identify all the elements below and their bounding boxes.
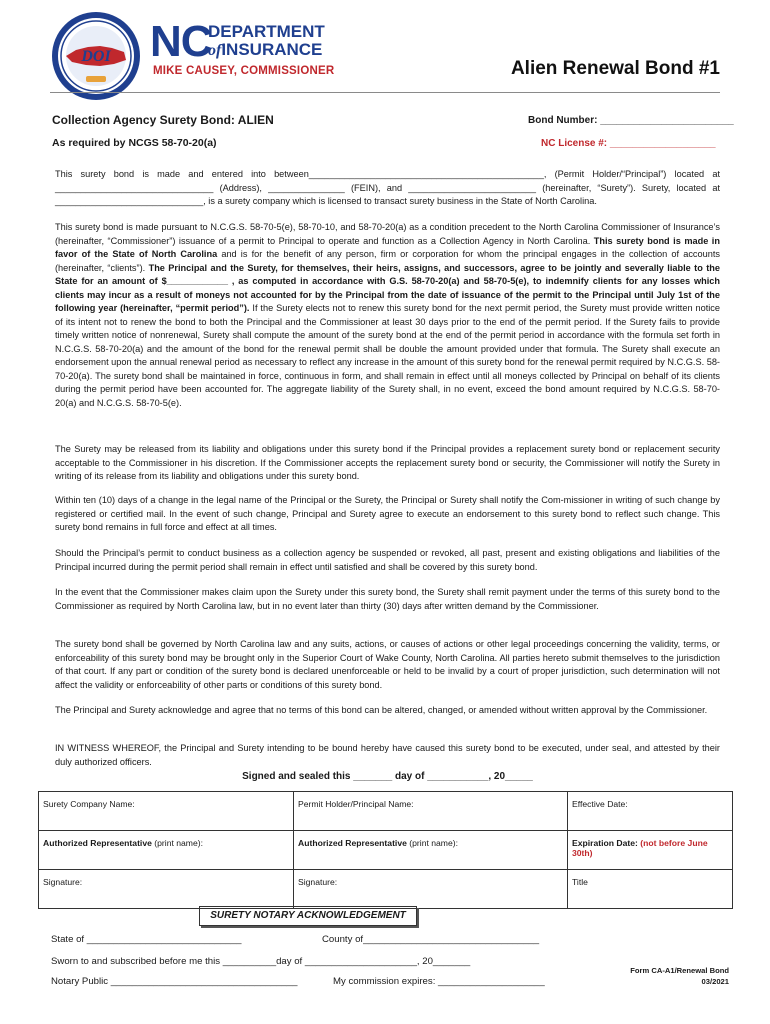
notary-county-field[interactable]: County of_________________________________: [322, 934, 540, 945]
seal-text: DOI: [81, 48, 111, 65]
notary-heading: SURETY NOTARY ACKNOWLEDGEMENT: [199, 906, 417, 926]
terms-liability: The Principal and the Surety, for themselves, their heirs, assigns, and successors, agree to be jointly and severally liable to the State for an amount of $____________ , as computed in accordance with G.S. 58-70-20(a) and 58-70-5(e), to indemnify clients for any losses which clients may incur as a result of moneys not accounted for by the Principal from the date of issuance of the permit to the Principal until July 1st of the following year (hereinafter, “permit period”).: [55, 262, 721, 313]
terms-intro: This surety bond is made pursuant to N.C.G.S. 58-70-5(e), 58-70-10, and 58-70-20(a) as a condition precedent to the North Carolina Commissioner of Insurance’s (hereinafter, “Commissioner”) issuance of a permit to Principal to operate and function as a Collection Agency in North Carolina.: [55, 222, 720, 246]
effective-date-cell[interactable]: Effective Date:: [568, 792, 733, 831]
doi-seal-logo: [50, 10, 142, 102]
logo-insurance: INSURANCE: [221, 40, 323, 59]
bond-type-heading: Collection Agency Surety Bond: ALIEN: [52, 113, 274, 127]
terms-renewal: If the Surety elects not to renew this surety bond for the next permit period, the Surety must provide written notice of its intent not to renew the bond to both the Principal and the Commissioner at least 30 days prior to the end of the permit period. If the Surety fails to provide timely written notice of nonrenewal, Surety shall compute the amount of the surety bond at the end of the permit period in accordance with the formula set forth in N.C.G.S. 58-70-20(a) and the amount of the bond for the renewal permit shall be double the amount provided under that formula. The Surety shall execute an endorsement upon the annual renewal period as necessary to reflect any increase in the amount of this surety bond for the renewal permit required by N.C.G.S. 58-70-20(a). The surety bond shall be maintained in force, continuous in form, and shall remain in effect until all moneys collected by Principal on behalf of its clients during the permit period have been accounted for. The aggregate liability of the Surety shall, in no event, exceed the bond amount required by N.C.G.S. 58-70-20(a) and N.C.G.S. 58-70-5(e).: [55, 303, 720, 408]
signature-table: [38, 791, 733, 909]
logo-of-insurance: [208, 41, 322, 60]
surety-representative-cell[interactable]: [39, 831, 294, 870]
expiration-date-cell[interactable]: [568, 831, 733, 870]
title-divider: [50, 92, 720, 93]
rep-label: Authorized Representative: [298, 838, 407, 848]
paragraph-parties: This surety bond is made and entered into between______________________________________________, (Permit Holder/“Principal”) located at _______________________________ (Address), _______________ (FEIN), and _________________________ (hereinafter, “Surety”). Surety, located at _____________________________, is a surety company which is licensed to transact surety business in the State of North Carolina.: [55, 169, 720, 206]
statute-heading: As required by NCGS 58-70-20(a): [52, 137, 217, 149]
form-identifier: [612, 965, 729, 987]
paragraph-governing-law: The surety bond shall be governed by North Carolina law and any suits, actions, or causes of actions or other legal proceedings concerning the validity, terms, or enforceability of this surety bond may be brought only in the Superior Court of Wake County, North Carolina. All parties hereto submit themselves to the jurisdiction of that court. If any part or condition of the surety bond is declared unenforceable or held to be invalid by a court of proper jurisdiction, such determination will not affect the validity or enforceability of other parts or conditions of this surety bond.: [55, 639, 720, 690]
surety-signature-cell[interactable]: Signature:: [39, 870, 294, 909]
title-cell[interactable]: Title: [568, 870, 733, 909]
commission-expires-field[interactable]: My commission expires: ____________________: [333, 976, 545, 987]
print-name-label: (print name):: [406, 838, 458, 848]
paragraph-suspension: Should the Principal’s permit to conduct business as a collection agency be suspended or revoked, all past, present and existing obligations and liabilities of the Principal incurred during the permit period shall remain in effect until satisfied and shall be covered by this surety bond.: [55, 548, 720, 572]
logo-commissioner: MIKE CAUSEY, COMMISSIONER: [153, 65, 335, 77]
form-code: Form CA-A1/Renewal Bond: [630, 966, 729, 975]
table-row: [39, 831, 733, 870]
table-row: [39, 792, 733, 831]
paragraph-terms: [55, 221, 720, 410]
document-title: Alien Renewal Bond #1: [510, 58, 720, 79]
principal-signature-cell[interactable]: Signature:: [294, 870, 568, 909]
terms-benefit: and is for the benefit of any person, firm or corporation for whom the principal engages in the collection of accounts (hereinafter, “clients”).: [55, 249, 720, 273]
form-date: 03/2021: [701, 977, 729, 986]
notary-sworn-line[interactable]: Sworn to and subscribed before me this __________day of _____________________, 20_______: [51, 956, 471, 967]
principal-representative-cell[interactable]: [294, 831, 568, 870]
paragraph-witness: IN WITNESS WHEREOF, the Principal and Surety intending to be bound hereby have caused this surety bond to be executed, under seal, and attested by their duly authorized officers.: [55, 743, 720, 767]
notary-public-field[interactable]: Notary Public ___________________________________: [51, 976, 298, 987]
principal-name-cell[interactable]: Permit Holder/Principal Name:: [294, 792, 568, 831]
paragraph-amendments: The Principal and Surety acknowledge and agree that no terms of this bond can be altered, changed, or amended without written approval by the Commissioner.: [55, 705, 708, 715]
signed-sealed-line[interactable]: Signed and sealed this _______ day of ___________, 20_____: [242, 771, 533, 782]
rep-label: Authorized Representative: [43, 838, 152, 848]
logo-nc: NC: [150, 17, 212, 66]
nc-license-field[interactable]: NC License #: ___________________: [541, 138, 716, 149]
surety-company-name-cell[interactable]: Surety Company Name:: [39, 792, 294, 831]
paragraph-claims: In the event that the Commissioner makes claim upon the Surety under this surety bond, the Surety shall remit payment under the terms of this surety bond to the Commissioner as required by North Carolina law, but in no event later than thirty (30) days after written demand by the Commissioner.: [55, 587, 720, 611]
terms-favor: This surety bond is made in favor of the State of North Carolina: [55, 235, 720, 259]
logo-department: DEPARTMENT: [208, 22, 325, 41]
bond-number-field[interactable]: Bond Number: ________________________: [528, 115, 734, 126]
paragraph-release: The Surety may be released from its liability and obligations under this surety bond if the Principal provides a replacement surety bond or replacement security acceptable to the Commissioner in his discretion. If the Commissioner accepts the replacement surety bond or security, the Commissioner will notify the Surety in writing of its release from its liability and obligations under this surety bond.: [55, 444, 720, 481]
expiration-label: Expiration Date:: [572, 838, 638, 848]
paragraph-name-change: Within ten (10) days of a change in the legal name of the Principal or the Surety, the Principal or Surety shall notify the Com-missioner in writing of such change by registered or certified mail. In the event of such change, Principal and Surety agree to execute an endorsement to this surety bond to reflect such change. This surety bond remains in full force and effect at all times.: [55, 495, 720, 532]
logo-of: of: [208, 42, 222, 59]
print-name-label: (print name):: [151, 838, 203, 848]
table-row: [39, 870, 733, 909]
notary-state-field[interactable]: State of _____________________________: [51, 934, 242, 945]
expiration-note: (not before June 30th): [572, 838, 708, 858]
